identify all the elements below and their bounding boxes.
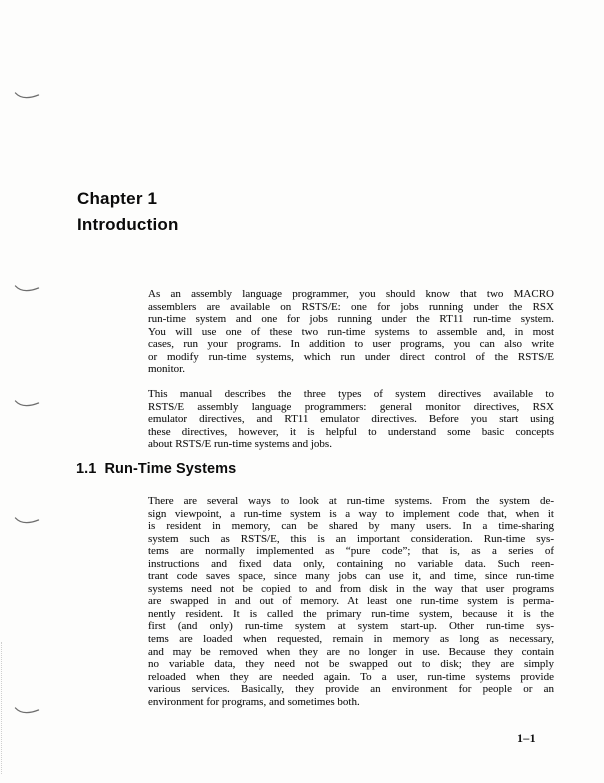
text-line: As an assembly language programmer, you should know that two MACRO [148, 288, 554, 300]
margin-tick-mark [14, 513, 40, 524]
chapter-title: Introduction [77, 215, 179, 234]
intro-paragraph-1 [148, 288, 554, 376]
text-line: reloaded when they are needed again. To a user, run-time systems provide [148, 670, 554, 683]
intro-paragraph-2 [148, 388, 554, 451]
chapter-heading [77, 186, 179, 238]
text-line: tems are normally implemented as “pure code”; that is, as a series of [148, 545, 554, 558]
margin-tick-mark [14, 396, 40, 407]
text-line: cases, run your programs. In addition to user programs, you can also write [148, 338, 554, 351]
text-line: instructions and fixed data only, containing no variable data. Such reen- [148, 557, 554, 570]
text-line: You will use one of these two run-time systems to assemble and, in most [148, 325, 554, 338]
section-heading-1-1 [76, 461, 236, 478]
text-line: This manual describes the three types of system directives available to [148, 388, 554, 400]
margin-tick-mark [14, 281, 40, 292]
text-line: first (and only) run-time system at system start-up. Other run-time sys- [148, 620, 554, 633]
text-line: various services. Basically, they provide an environment for people or an [148, 683, 554, 696]
text-line: about RSTS/E run-time systems and jobs. [148, 438, 332, 451]
text-line: these directives, however, it is helpful to understand some basic concepts [148, 425, 554, 438]
section-title: Run-Time Systems [104, 461, 237, 477]
margin-tick-mark [14, 703, 40, 714]
section-1-1-paragraph-1 [148, 495, 554, 708]
text-line: is resident in memory, can be shared by many users. In a time-sharing [148, 520, 554, 533]
text-line: tems are loaded when requested, remain in memory as long as necessary, [148, 633, 554, 646]
chapter-number: Chapter 1 [77, 189, 158, 208]
text-line: or modify run-time systems, which run under direct control of the RSTS/E [148, 350, 554, 363]
text-line: run-time system and one for jobs running under the RT11 run-time system. [148, 313, 554, 326]
page-number: 1–1 [517, 731, 536, 745]
text-line: and may be removed when they are no longer in use. Because they contain [148, 645, 554, 658]
text-line: system such as RSTS/E, this is an important consideration. Run-time sys- [148, 532, 554, 545]
text-line: nently resident. It is called the primary run-time system, because it is the [148, 607, 554, 620]
text-line: monitor. [148, 363, 185, 376]
text-line: sign viewpoint, a run-time system is a way to implement code that, when it [148, 507, 554, 520]
margin-tick-mark [14, 88, 40, 99]
text-line: emulator directives, and RT11 emulator directives. Before you start using [148, 413, 554, 426]
text-line: are swapped in and out of memory. At least one run-time system is perma- [148, 595, 554, 608]
scan-edge-artifact [1, 642, 2, 774]
text-line: systems need not be copied to and from disk in the way that user programs [148, 582, 554, 595]
text-line: There are several ways to look at run-time systems. From the system de- [148, 495, 554, 507]
section-number: 1.1 [76, 461, 97, 477]
text-line: assemblers are available on RSTS/E: one for jobs running under the RSX [148, 300, 554, 313]
text-line: trant code saves space, since many jobs can use it, and time, since run-time [148, 570, 554, 583]
text-line: RSTS/E assembly language programmers: general monitor directives, RSX [148, 400, 554, 413]
text-line: environment for programs, and sometimes both. [148, 695, 360, 708]
text-line: no variable data, they need not be swapped out to disk; they are simply [148, 658, 554, 671]
